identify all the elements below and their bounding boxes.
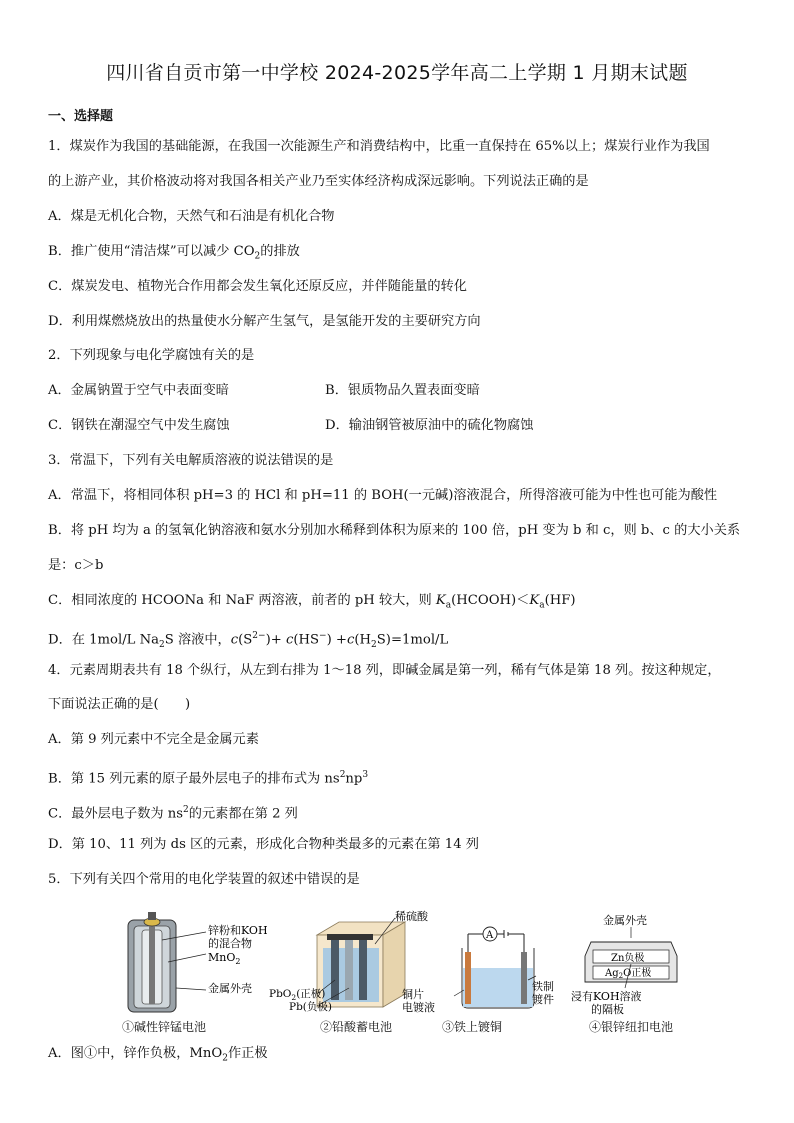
fig3-label-part: 镀件 bbox=[532, 993, 554, 1006]
q1-option-b: B．推广使用“清洁煤”可以减少 $CO_2$的排放 bbox=[48, 244, 300, 262]
q5-stem: 5．下列有关四个常用的电化学装置的叙述中错误的是 bbox=[48, 872, 360, 887]
fig1-label-mno2: MnO$_2$ bbox=[208, 951, 241, 966]
fig4-label-shell: 金属外壳 bbox=[603, 914, 647, 927]
q4-option-c: C．最外层电子数为 $ns^2$的元素都在第 2 列 bbox=[48, 805, 298, 822]
alkaline-battery-figure bbox=[118, 910, 268, 1018]
fig2-label-pbo2: PbO$_2$(正极) bbox=[269, 988, 326, 1002]
fig3-label-iron: 铁制 bbox=[532, 980, 554, 993]
q2-option-d: D．输油钢管被原油中的硫化物腐蚀 bbox=[325, 418, 534, 433]
q2-option-c: C．钢铁在潮湿空气中发生腐蚀 bbox=[48, 418, 230, 433]
q4-option-d: D．第 10、11 列为 ds 区的元素，形成化合物种类最多的元素在第 14 列 bbox=[48, 837, 479, 852]
button-battery-figure bbox=[571, 910, 695, 1018]
fig3-label-copper: 铜片 bbox=[402, 988, 424, 1001]
ammeter-icon: A bbox=[486, 930, 494, 941]
fig3-caption: ③铁上镀铜 bbox=[442, 1020, 503, 1034]
fig2-caption: ②铅酸蓄电池 bbox=[320, 1020, 393, 1034]
q1-option-a: A．煤是无机化合物，天然气和石油是有机化合物 bbox=[48, 209, 335, 224]
q2-option-b: B．银质物品久置表面变暗 bbox=[325, 383, 480, 398]
q4-stem-line1: 4．元素周期表共有 18 个纵行，从左到右排为 1～18 列，即碱金属是第一列，稀有气体是第 18 列。按这种规定， bbox=[48, 663, 721, 678]
q3-option-b-line1: B．将 pH 均为 a 的氢氧化钠溶液和氨水分别加水稀释到体积为原来的 100 倍，pH 变为 b 和 c，则 b、c 的大小关系 bbox=[48, 523, 741, 538]
q5-option-a: A．图①中，锌作负极，MnO$_2$作正极 bbox=[48, 1046, 268, 1064]
q4-option-a: A．第 9 列元素中不完全是金属元素 bbox=[48, 732, 259, 747]
fig4-label-zn: Zn负极 bbox=[611, 953, 645, 964]
fig4-label-separator1: 浸有KOH溶液 bbox=[571, 990, 642, 1003]
page-title: 四川省自贡市第一中学校 2024-2025学年高二上学期 1 月期末试题 bbox=[106, 62, 688, 84]
q1-stem-line2: 的上游产业，其价格波动将对我国各相关产业乃至实体经济构成深远影响。下列说法正确的是 bbox=[48, 174, 589, 189]
fig1-label-zinc-koh: 锌粉和KOH bbox=[208, 924, 268, 937]
q4-option-b: B．第 15 列元素的原子最外层电子的排布式为 $ns^2np^3$ bbox=[48, 770, 369, 787]
q1-option-c: C．煤炭发电、植物光合作用都会发生氧化还原反应，并伴随能量的转化 bbox=[48, 279, 467, 294]
fig4-label-ag2o: $Ag_2O$正极 bbox=[605, 968, 652, 980]
q3-option-a: A．常温下，将相同体积 pH=3 的 HCl 和 pH=11 的 BOH(一元碱)溶液混合，所得溶液可能为中性也可能为酸性 bbox=[48, 488, 718, 503]
q4-stem-line2: 下面说法正确的是( ) bbox=[48, 697, 191, 712]
q1-stem-line1: 1．煤炭作为我国的基础能源，在我国一次能源生产和消费结构中，比重一直保持在 65%以上；煤炭行业作为我国 bbox=[48, 139, 710, 154]
fig4-label-separator2: 的隔板 bbox=[591, 1003, 624, 1016]
q3-stem: 3．常温下，下列有关电解质溶液的说法错误的是 bbox=[48, 453, 334, 468]
section-heading: 一、选择题 bbox=[48, 109, 114, 124]
fig1-label-shell: 金属外壳 bbox=[208, 982, 252, 995]
fig1-label-mixture: 的混合物 bbox=[208, 937, 252, 950]
q2-stem: 2．下列现象与电化学腐蚀有关的是 bbox=[48, 348, 255, 363]
q2-option-a: A．金属钠置于空气中表面变暗 bbox=[48, 383, 229, 398]
fig4-caption: ④银锌纽扣电池 bbox=[589, 1020, 674, 1034]
q3-option-b-line2: 是：c＞b bbox=[48, 558, 104, 573]
fig2-label-acid: 稀硫酸 bbox=[395, 910, 428, 923]
q3-option-c: C．相同浓度的 HCOONa 和 NaF 两溶液，前者的 pH 较大，则 $K_a(HCOOH)<K_a(HF)$ bbox=[48, 593, 576, 611]
fig2-label-pb: Pb(负极) bbox=[289, 1001, 332, 1013]
q3-option-d: D．在 1mol/L $Na_2S$ 溶液中，$c(S^{2-})+ c(HS^-) +c(H_2S)=1mol/L$ bbox=[48, 631, 449, 651]
fig1-caption: ①碱性锌锰电池 bbox=[122, 1020, 207, 1034]
q1-option-d: D．利用煤燃烧放出的热量使水分解产生氢气，是氢能开发的主要研究方向 bbox=[48, 314, 481, 329]
fig3-label-solution: 电镀液 bbox=[402, 1001, 435, 1014]
